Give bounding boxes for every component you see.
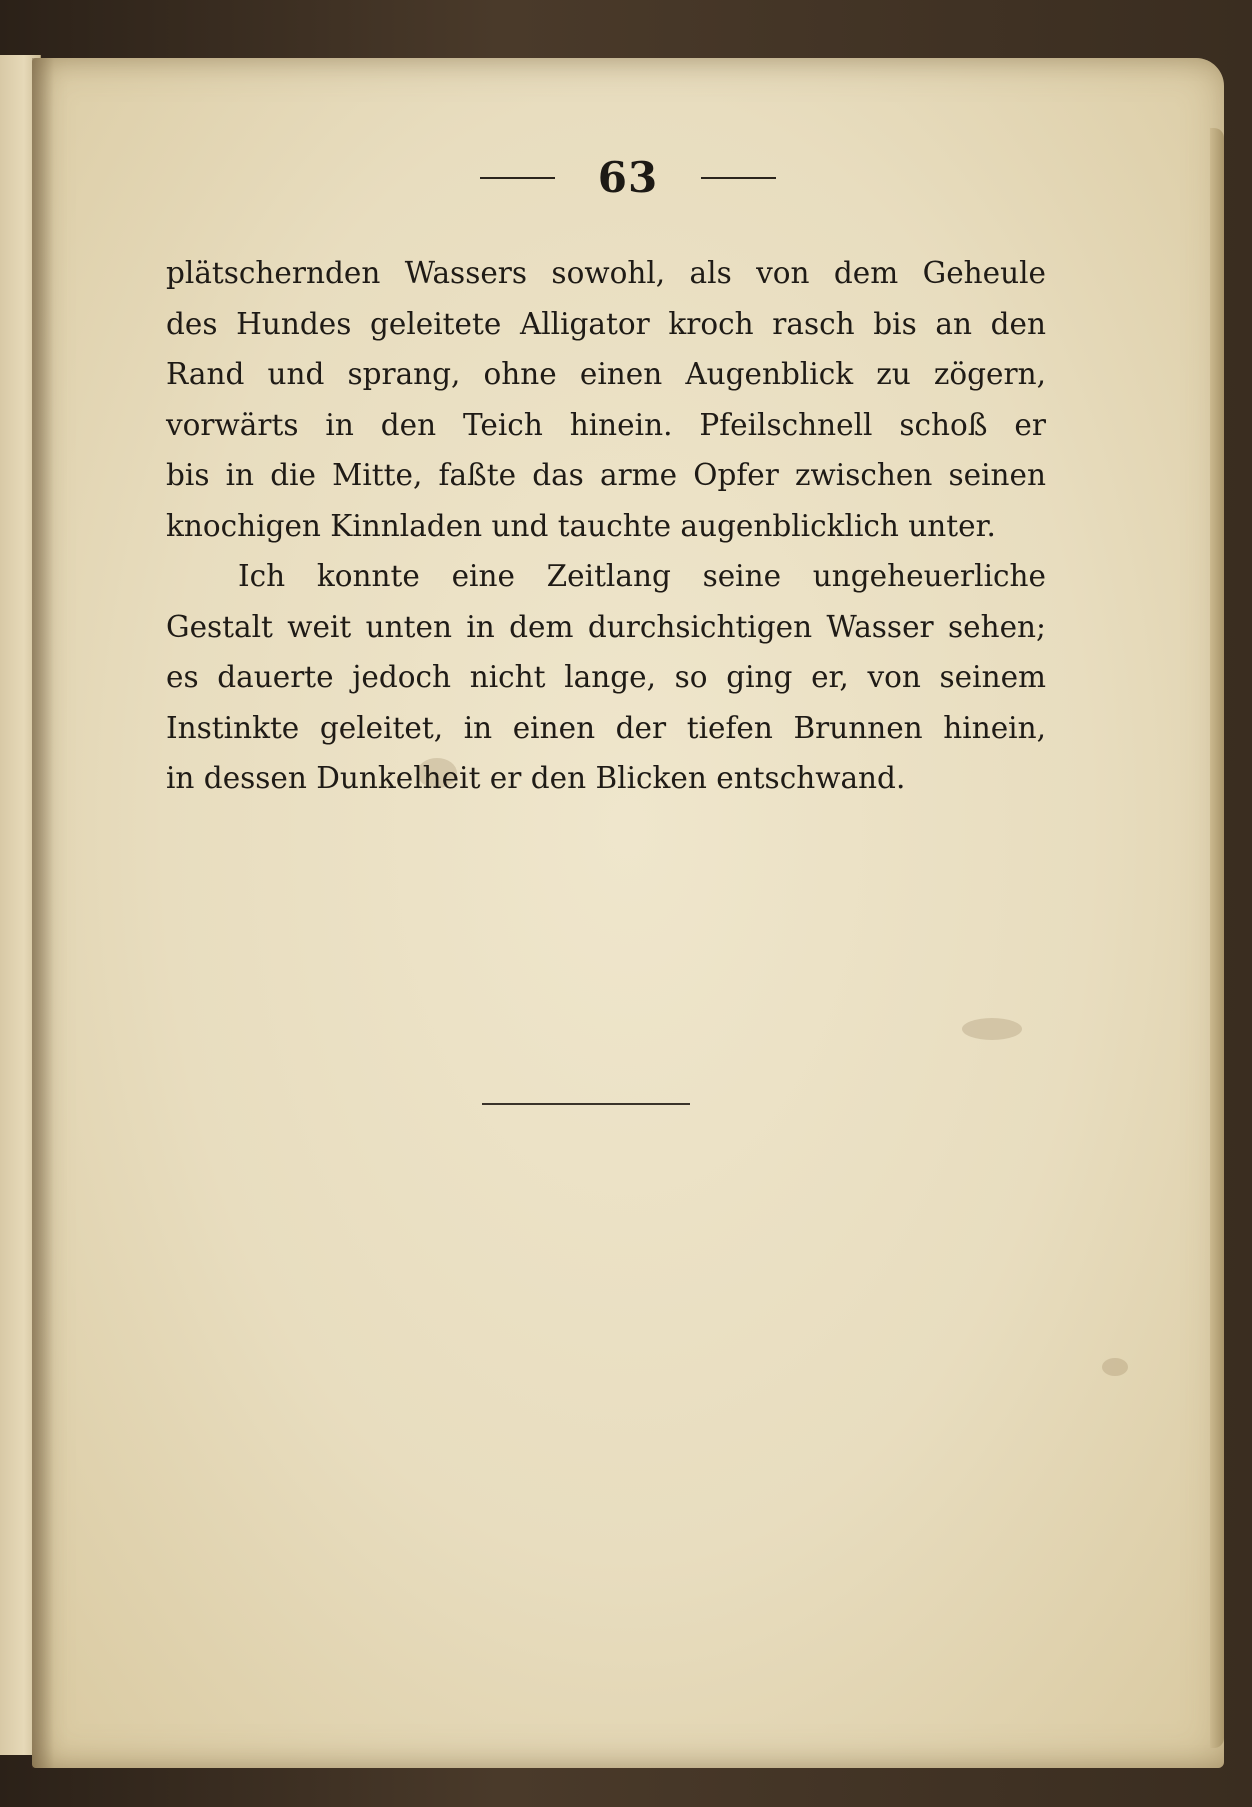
text-line: plätschernden Wassers sowohl, als von dem Geheule	[166, 256, 1046, 290]
text-line: Ich konnte eine Zeitlang seine ungeheuerliche	[238, 559, 1046, 593]
header-rule-left	[480, 177, 555, 179]
page-number: 63	[597, 153, 659, 202]
text-line: Gestalt weit unten in dem durchsichtigen Wasser sehen;	[166, 609, 1046, 644]
gutter-shadow	[32, 58, 54, 1768]
text-line: des Hundes geleitete Alligator kroch rasch bis an den	[166, 306, 1046, 341]
text-line: knochigen Kinnladen und tauchte augenblicklich unter.	[166, 508, 996, 543]
book-page	[32, 58, 1224, 1768]
foxing-stain	[1102, 1358, 1128, 1376]
text-line: Rand und sprang, ohne einen Augenblick zu zögern,	[166, 357, 1046, 391]
foxing-stain	[962, 1018, 1022, 1040]
page-fore-edge	[1210, 128, 1224, 1748]
text-line: vorwärts in den Teich hinein. Pfeilschnell schoß er	[166, 407, 1046, 442]
text-line: Instinkte geleitet, in einen der tiefen Brunnen hinein,	[166, 710, 1046, 745]
text-line: in dessen Dunkelheit er den Blicken entschwand.	[166, 761, 906, 795]
running-header	[32, 153, 1224, 202]
header-rule-right	[701, 177, 776, 179]
body-text	[166, 248, 1046, 804]
text-line: bis in die Mitte, faßte das arme Opfer zwischen seinen	[166, 458, 1046, 492]
text-line: es dauerte jedoch nicht lange, so ging er, von seinem	[166, 660, 1046, 694]
chapter-end-rule	[482, 1103, 690, 1105]
